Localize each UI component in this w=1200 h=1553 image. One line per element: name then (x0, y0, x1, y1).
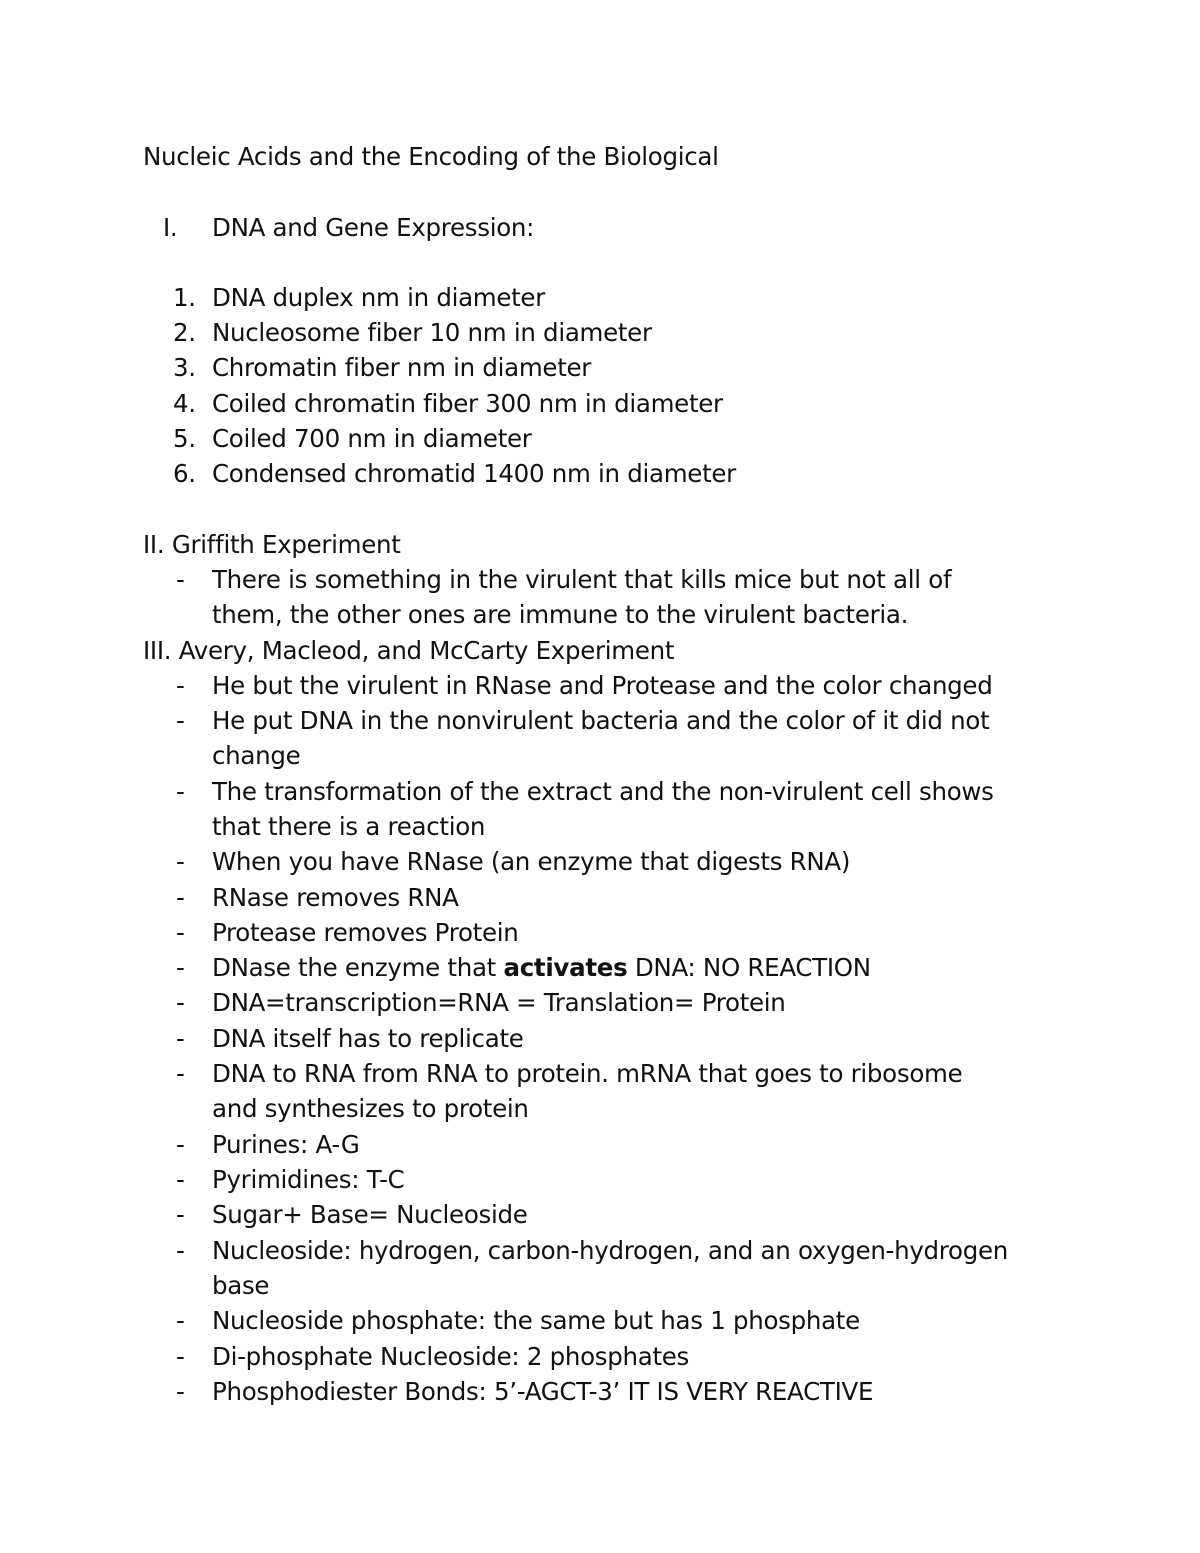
bullet-text: DNA=transcription=RNA = Translation= Protein (212, 988, 786, 1017)
bullet-text: Nucleoside: hydrogen, carbon-hydrogen, and an oxygen-hydrogen (212, 1236, 1008, 1265)
bullet-dash: - (176, 953, 185, 982)
document-title: Nucleic Acids and the Encoding of the Biological (143, 142, 719, 171)
list-item-text: Coiled 700 nm in diameter (212, 424, 532, 453)
bullet-text: The transformation of the extract and the non-virulent cell shows (212, 777, 994, 806)
bullet-text: and synthesizes to protein (212, 1094, 529, 1123)
list-number: 5. (173, 424, 196, 453)
bullet-dash: - (176, 1306, 185, 1335)
bullet-text: Protease removes Protein (212, 918, 519, 947)
list-number: 1. (173, 283, 196, 312)
bullet-dash: - (176, 565, 185, 594)
list-item-text: Nucleosome fiber 10 nm in diameter (212, 318, 652, 347)
section-2-heading: II. Griffith Experiment (143, 530, 401, 559)
bullet-text: Nucleoside phosphate: the same but has 1 phosphate (212, 1306, 860, 1335)
bullet-dash: - (176, 777, 185, 806)
bullet-text: change (212, 741, 301, 770)
bullet-text: Di-phosphate Nucleoside: 2 phosphates (212, 1342, 689, 1371)
bullet-dash: - (176, 671, 185, 700)
bullet-dash: - (176, 883, 185, 912)
bullet-text: them, the other ones are immune to the virulent bacteria. (212, 600, 909, 629)
bullet-text-before: DNase the enzyme that (212, 953, 504, 982)
list-number: 3. (173, 353, 196, 382)
list-number: 4. (173, 389, 196, 418)
section-1-heading: DNA and Gene Expression: (212, 213, 535, 242)
list-item-text: Chromatin fiber nm in diameter (212, 353, 592, 382)
list-number: 6. (173, 459, 196, 488)
bullet-dash: - (176, 847, 185, 876)
list-item-text: Coiled chromatin fiber 300 nm in diameter (212, 389, 723, 418)
bullet-text: that there is a reaction (212, 812, 486, 841)
bullet-text: Sugar+ Base= Nucleoside (212, 1200, 528, 1229)
bullet-dash: - (176, 918, 185, 947)
list-item-text: Condensed chromatid 1400 nm in diameter (212, 459, 736, 488)
bullet-text: Pyrimidines: T-C (212, 1165, 405, 1194)
bullet-text: Purines: A-G (212, 1130, 360, 1159)
bullet-text: base (212, 1271, 270, 1300)
bullet-text: DNA to RNA from RNA to protein. mRNA that goes to ribosome (212, 1059, 963, 1088)
bullet-text: He but the virulent in RNase and Protease and the color changed (212, 671, 993, 700)
bullet-dash: - (176, 1236, 185, 1265)
bullet-text: When you have RNase (an enzyme that digests RNA) (212, 847, 851, 876)
bullet-text: He put DNA in the nonvirulent bacteria and the color of it did not (212, 706, 990, 735)
bullet-text: There is something in the virulent that kills mice but not all of (212, 565, 952, 594)
list-number: 2. (173, 318, 196, 347)
bullet-dash: - (176, 988, 185, 1017)
list-item-text: DNA duplex nm in diameter (212, 283, 545, 312)
bullet-dash: - (176, 1342, 185, 1371)
bullet-dash: - (176, 1059, 185, 1088)
bullet-dash: - (176, 706, 185, 735)
bullet-text-after: DNA: NO REACTION (627, 953, 871, 982)
bullet-text: Phosphodiester Bonds: 5’-AGCT-3’ IT IS VERY REACTIVE (212, 1377, 874, 1406)
bullet-dash: - (176, 1377, 185, 1406)
bullet-dash: - (176, 1024, 185, 1053)
bullet-text-bold: activates (503, 953, 628, 982)
bullet-text: DNA itself has to replicate (212, 1024, 524, 1053)
bullet-dash: - (176, 1200, 185, 1229)
section-1-marker: I. (163, 213, 178, 242)
bullet-dash: - (176, 1165, 185, 1194)
bullet-text-rich (212, 950, 871, 985)
bullet-dash: - (176, 1130, 185, 1159)
bullet-text: RNase removes RNA (212, 883, 459, 912)
section-3-heading: III. Avery, Macleod, and McCarty Experiment (143, 636, 675, 665)
